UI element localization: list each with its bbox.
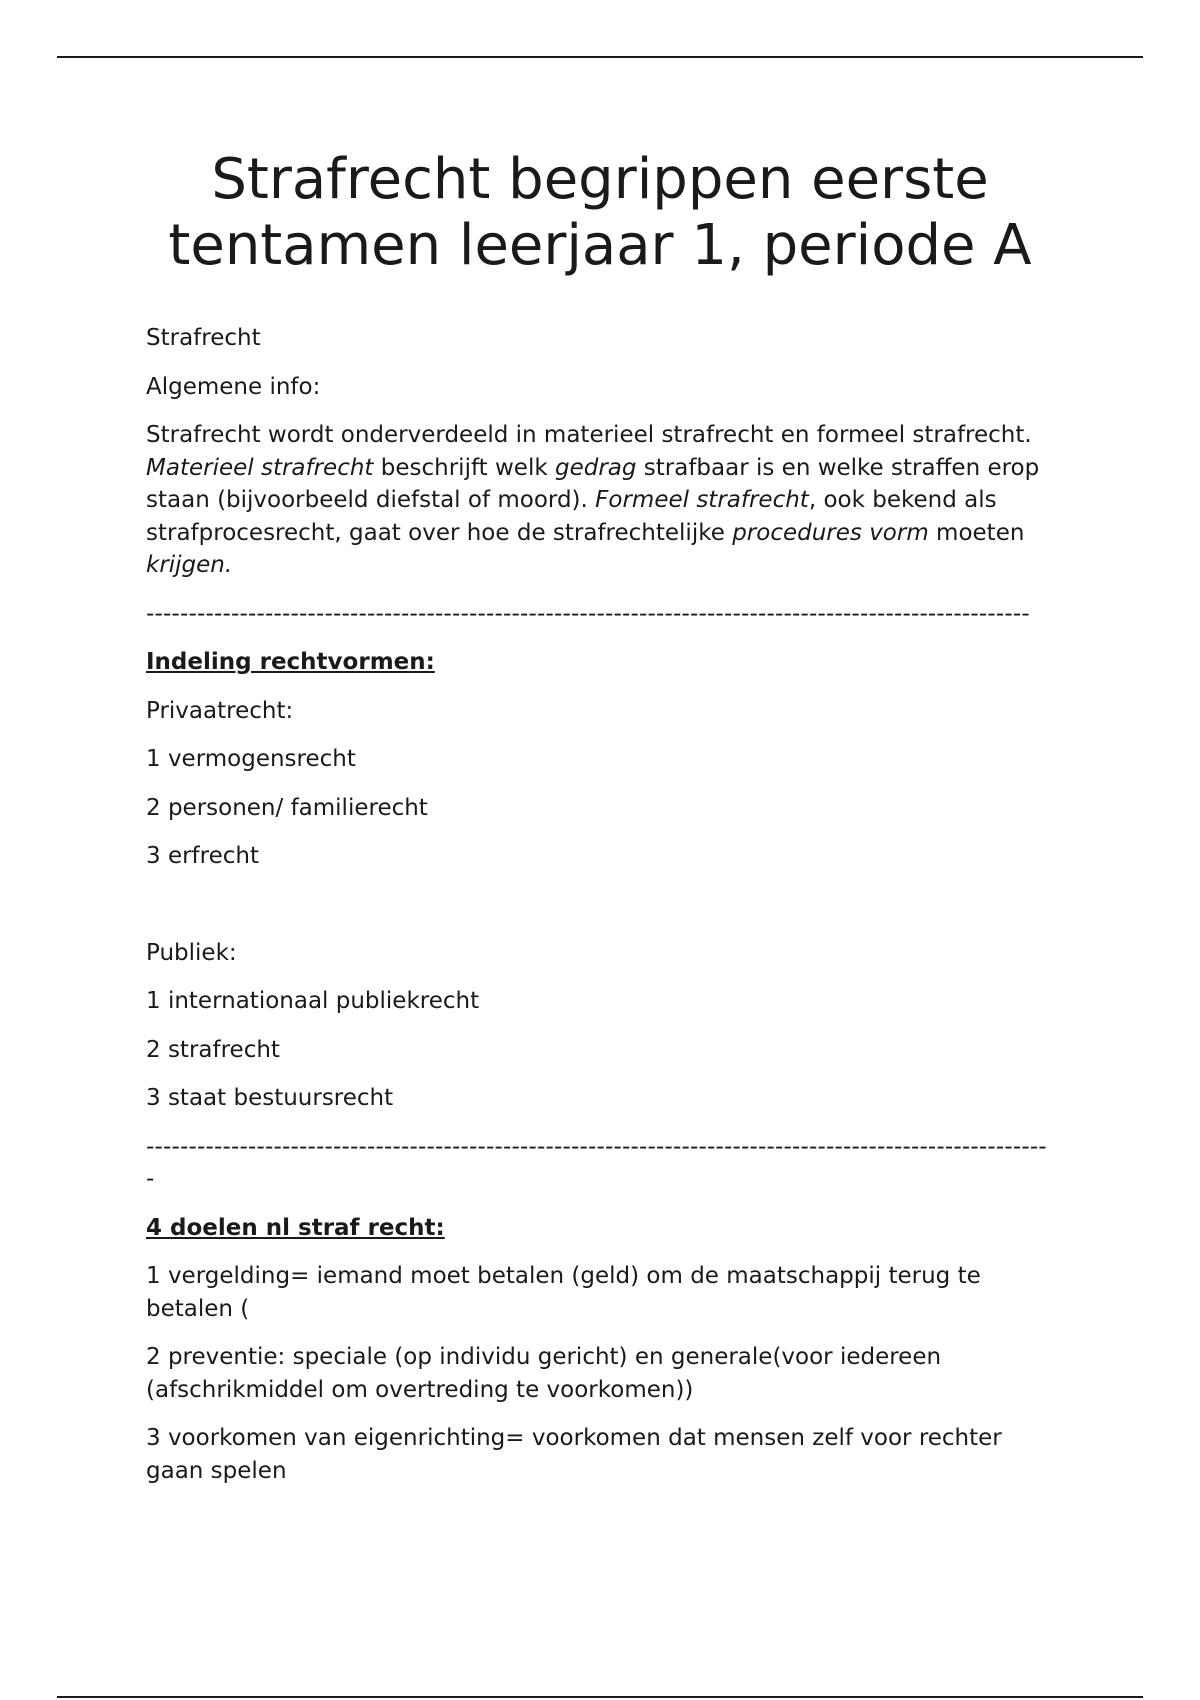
privaat-label: Privaatrecht: (146, 697, 294, 724)
list-item: 3 voorkomen van eigenrichting= voorkomen dat mensen zelf voor rechter gaan spelen (146, 1425, 1002, 1484)
list-item: 3 erfrecht (146, 843, 259, 869)
section-heading-rechtvormen: Indeling rechtvormen: (146, 649, 435, 675)
list-item: 3 staat bestuursrecht (146, 1085, 394, 1111)
intro-emphasis: gedrag (554, 454, 637, 481)
intro-text: moeten (928, 519, 1025, 546)
list-item: 1 vermogensrecht (146, 746, 356, 772)
separator-line: ----------------------------------------------------------------------------------------------------------- (146, 1133, 1047, 1192)
intro-text: Strafrecht wordt onderverdeeld in materieel strafrecht en formeel strafrecht. (146, 422, 1032, 448)
intro-paragraph (146, 419, 1051, 582)
document-body (146, 322, 1051, 1503)
intro-emphasis: Formeel strafrecht (595, 487, 809, 513)
intro-emphasis: procedures vorm (732, 519, 929, 546)
intro-text: strafbaar is en welke straffen erop staan (bijvoorbeeld diefstal of moord). (146, 454, 1040, 513)
top-rule (57, 56, 1143, 58)
list-item: 2 strafrecht (146, 1036, 280, 1063)
intro-text: beschrijft welk (373, 454, 555, 481)
info-label: Algemene info: (146, 373, 321, 400)
intro-emphasis: Materieel strafrecht (146, 454, 374, 481)
separator-line: -------------------------------------------------------------------------------------------------------- (146, 600, 1030, 627)
list-item: 2 personen/ familierecht (146, 794, 428, 821)
subject-line: Strafrecht (146, 325, 261, 351)
list-item: 1 vergelding= iemand moet betalen (geld) om de maatschappij terug te betalen ( (146, 1263, 981, 1322)
blank-line (146, 889, 1051, 937)
publiek-label: Publiek: (146, 939, 237, 966)
intro-emphasis: krijgen. (146, 552, 233, 578)
list-item: 1 internationaal publiekrecht (146, 988, 480, 1014)
intro-text: , ook bekend als strafprocesrecht, gaat over hoe de strafrechtelijke (146, 487, 997, 546)
section-heading-doelen: 4 doelen nl straf recht: (146, 1214, 445, 1241)
list-item: 2 preventie: speciale (op individu gericht) en generale(voor iedereen (afschrikmiddel om overtreding te voorkomen)) (146, 1344, 942, 1403)
bottom-rule (57, 1696, 1143, 1698)
page-title: Strafrecht begrippen eerste tentamen leerjaar 1, periode A (168, 147, 1032, 278)
